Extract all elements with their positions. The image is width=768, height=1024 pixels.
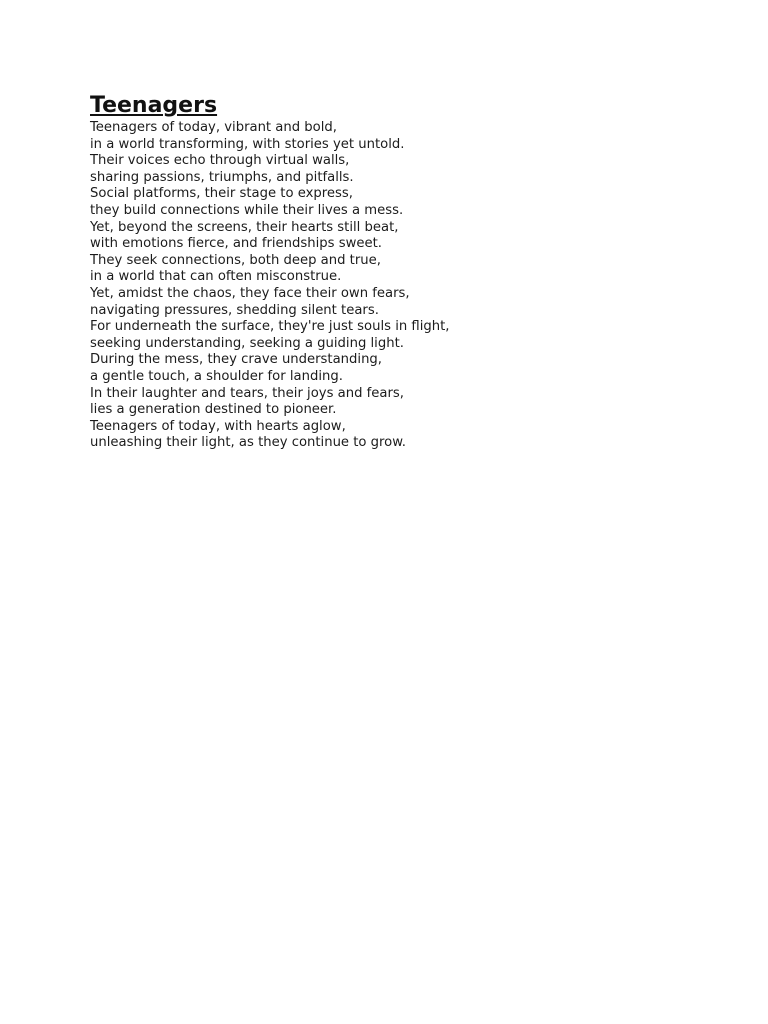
- poem-line: Teenagers of today, with hearts aglow,: [90, 418, 346, 434]
- poem-line: Yet, beyond the screens, their hearts still beat,: [90, 219, 399, 235]
- poem-line: For underneath the surface, they're just souls in flight,: [90, 319, 450, 335]
- poem-line: a gentle touch, a shoulder for landing.: [90, 368, 343, 384]
- document-title: Teenagers: [90, 93, 218, 118]
- poem-line: Yet, amidst the chaos, they face their own fears,: [90, 285, 410, 301]
- poem-line: unleashing their light, as they continue to grow.: [90, 435, 407, 451]
- poem-line: Social platforms, their stage to express,: [90, 186, 353, 202]
- poem-line: in a world that can often misconstrue.: [90, 269, 342, 285]
- poem-line: During the mess, they crave understanding,: [90, 352, 382, 368]
- document-page: [90, 92, 710, 452]
- poem-line: In their laughter and tears, their joys and fears,: [90, 385, 404, 401]
- poem-line: in a world transforming, with stories yet untold.: [90, 136, 405, 152]
- poem-line: seeking understanding, seeking a guiding light.: [90, 335, 404, 351]
- poem-line: Teenagers of today, vibrant and bold,: [90, 120, 337, 135]
- poem-line: Their voices echo through virtual walls,: [90, 153, 350, 169]
- poem-line: they build connections while their lives a mess.: [90, 202, 404, 218]
- poem-line: lies a generation destined to pioneer.: [90, 402, 337, 418]
- poem-line: navigating pressures, shedding silent tears.: [90, 302, 379, 318]
- poem-line: sharing passions, triumphs, and pitfalls.: [90, 169, 354, 185]
- poem-line: with emotions fierce, and friendships sweet.: [90, 236, 382, 252]
- poem-line: They seek connections, both deep and true,: [90, 252, 381, 268]
- poem-body: [90, 120, 710, 452]
